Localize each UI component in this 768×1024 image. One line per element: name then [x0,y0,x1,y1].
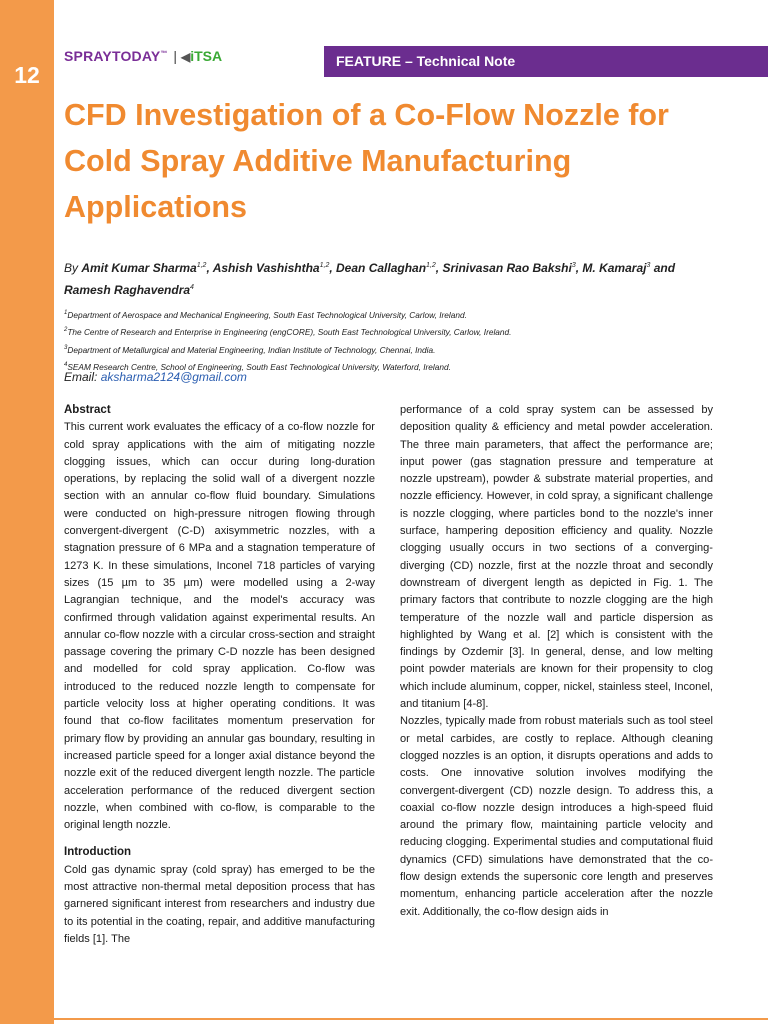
author-separator: and [650,261,676,275]
author-separator: , [575,261,583,275]
section-banner: FEATURE – Technical Note [324,46,768,77]
affiliation-list [64,306,714,375]
introduction-text-part-2: performance of a cold spray system can be assessed by deposition quality & efficiency and metal powder acceleration. The three main parameters, that affect the performance are; input power (gas stagnation pressure and temperature at nozzle upstream), powder & substrate material properties, and nozzle efficiency. However, in cold spray, a significant challenge is nozzle clogging, where particles bond to the nozzle's inner surface, hampering deposition efficiency and quality. Nozzle clogging usually occurs in two sections of a converging-diverging (CD) nozzle, first at the nozzle throat and secondly downstream of divergent length as depicted in Fig. 1. The primary factors that contribute to nozzle clogging are the high temperature of the nozzle wall and particle dispersion as highlighted by Wang et al. [2] which is consistent with the findings by Ozdemir [3]. In general, dense, and low melting point powder materials are known for their propensity to clog which include aluminum, copper, nickel, stainless steel, Inconel, and titanium [4-8]. [400,404,713,711]
author-name: Ramesh Raghavendra [64,283,191,297]
affiliation-text: SEAM Research Centre, School of Engineering, South East Technological University, Waterford, Ireland. [67,361,451,372]
article-title: CFD Investigation of a Co-Flow Nozzle for Cold Spray Additive Manufacturing Applications [64,98,669,224]
author-affiliation-sup: 1,2 [319,262,330,269]
bottom-rule [54,1018,768,1020]
byline-prefix: By [64,261,82,275]
author-name: Amit Kumar Sharma [81,261,197,275]
affiliation-number: 2 [64,327,68,334]
email-link[interactable]: aksharma2124@gmail.com [100,370,247,384]
author-affiliation-sup: 1,2 [426,262,436,269]
affiliation-number: 4 [64,361,68,368]
author-separator: , [435,261,443,275]
affiliation-text: The Centre of Research and Enterprise in Engineering (engCORE), South East Technological University, Carlow, Ireland. [67,327,512,338]
affiliation-number: 1 [64,310,68,316]
author-separator: , [206,261,213,275]
author-affiliation-sup: 4 [190,284,194,291]
author-name: M. Kamaraj [582,261,647,275]
page-sidebar [0,0,54,1024]
author-affiliation-sup: 3 [571,262,576,269]
contact-email [64,370,247,384]
affiliation-number: 3 [64,344,68,351]
section-gap [64,834,375,844]
affiliation-item [64,341,714,358]
author-name: Srinivasan Rao Bakshi [442,261,572,275]
itsa-arrow-icon: ◀ [180,50,191,64]
introduction-heading: Introduction [64,846,132,859]
author-affiliation-sup: 3 [646,262,651,269]
abstract-text: This current work evaluates the efficacy of a co-flow nozzle for cold spray applications with the aim of mitigating nozzle clogging issues, which can occur during long-duration operations, by replacing the solid wall of a divergent nozzle section with an annular co-flow fluid boundary. Simulations were conducted on high-pressure nitrogen flowing through convergent-divergent (C-D) axisymmetric nozzles, with a stagnation pressure of 6 MPa and a stagnation temperature of 1273 K. In these simulations, Inconel 718 particles of varying sizes (15 µm to 35 µm) were modelled using a 2-way Lagrangian technique, and the model's accuracy was confirmed through validation against experimental results. An annular co-flow nozzle with a circular cross-section and straight passage covering the primary C-D nozzle has been designed and modelled for cold spray application. Co-flow was introduced to the reduced nozzle length to compensate for particle velocity loss at higher operating conditions. It was found that co-flow facilitates momentum preservation for primary flow by providing an annular gas boundary, resulting in increased particle speed for a longer axial distance beyond the nozzle exit of the reduced divergent length nozzle. The particle acceleration performance of the reduced divergent section nozzle, when combined with co-flow, is comparable to the original length nozzle. [64,421,375,832]
introduction-text-part-3: Nozzles, typically made from robust materials such as tool steel or metal carbides, are costly to replace. Although cleaning clogged nozzles is an option, it disrupts operations and adds to costs. One innovative solution involves modifying the convergent-divergent (CD) nozzle design. To address this, a coaxial co-flow nozzle design introduces a high-speed fluid around the primary flow, maintaining particle velocity and reducing clogging. Experimental studies and computational fluid dynamics (CFD) simulations have demonstrated that the co-flow design extends the supersonic core length and preserves momentum, enhancing particle acceleration after the nozzle exit. Additionally, the co-flow design aids in [400,715,713,918]
right-column [400,402,713,921]
affiliation-item [64,306,714,323]
email-label: Email: [64,370,101,384]
abstract-heading: Abstract [64,404,111,416]
author-name: Ashish Vashishtha [212,261,320,275]
itsa-logo-text: iTSA [190,48,223,64]
trademark-mark: ™ [160,50,168,58]
author-separator: , [329,261,337,275]
author-name: Dean Callaghan [336,261,427,275]
affiliation-item [64,323,714,340]
introduction-text-part-1: Cold gas dynamic spray (cold spray) has emerged to be the most attractive non-thermal metal deposition process that has garnered significant interest from researchers and industry due to its potential in the coating, repair, and additive manufacturing fields [1]. The [64,863,375,945]
left-column [64,402,375,948]
spraytoday-logo-text: SPRAYTODAY [64,48,161,64]
affiliation-text: Department of Metallurgical and Material Engineering, Indian Institute of Technology, Chennai, India. [67,344,436,355]
author-byline [64,256,704,300]
publication-logo [64,48,222,64]
affiliation-text: Department of Aerospace and Mechanical Engineering, South East Technological University, Carlow, Ireland. [67,309,467,320]
author-affiliation-sup: 1,2 [196,262,207,269]
page-number: 12 [14,62,40,88]
logo-separator: | [173,48,177,64]
